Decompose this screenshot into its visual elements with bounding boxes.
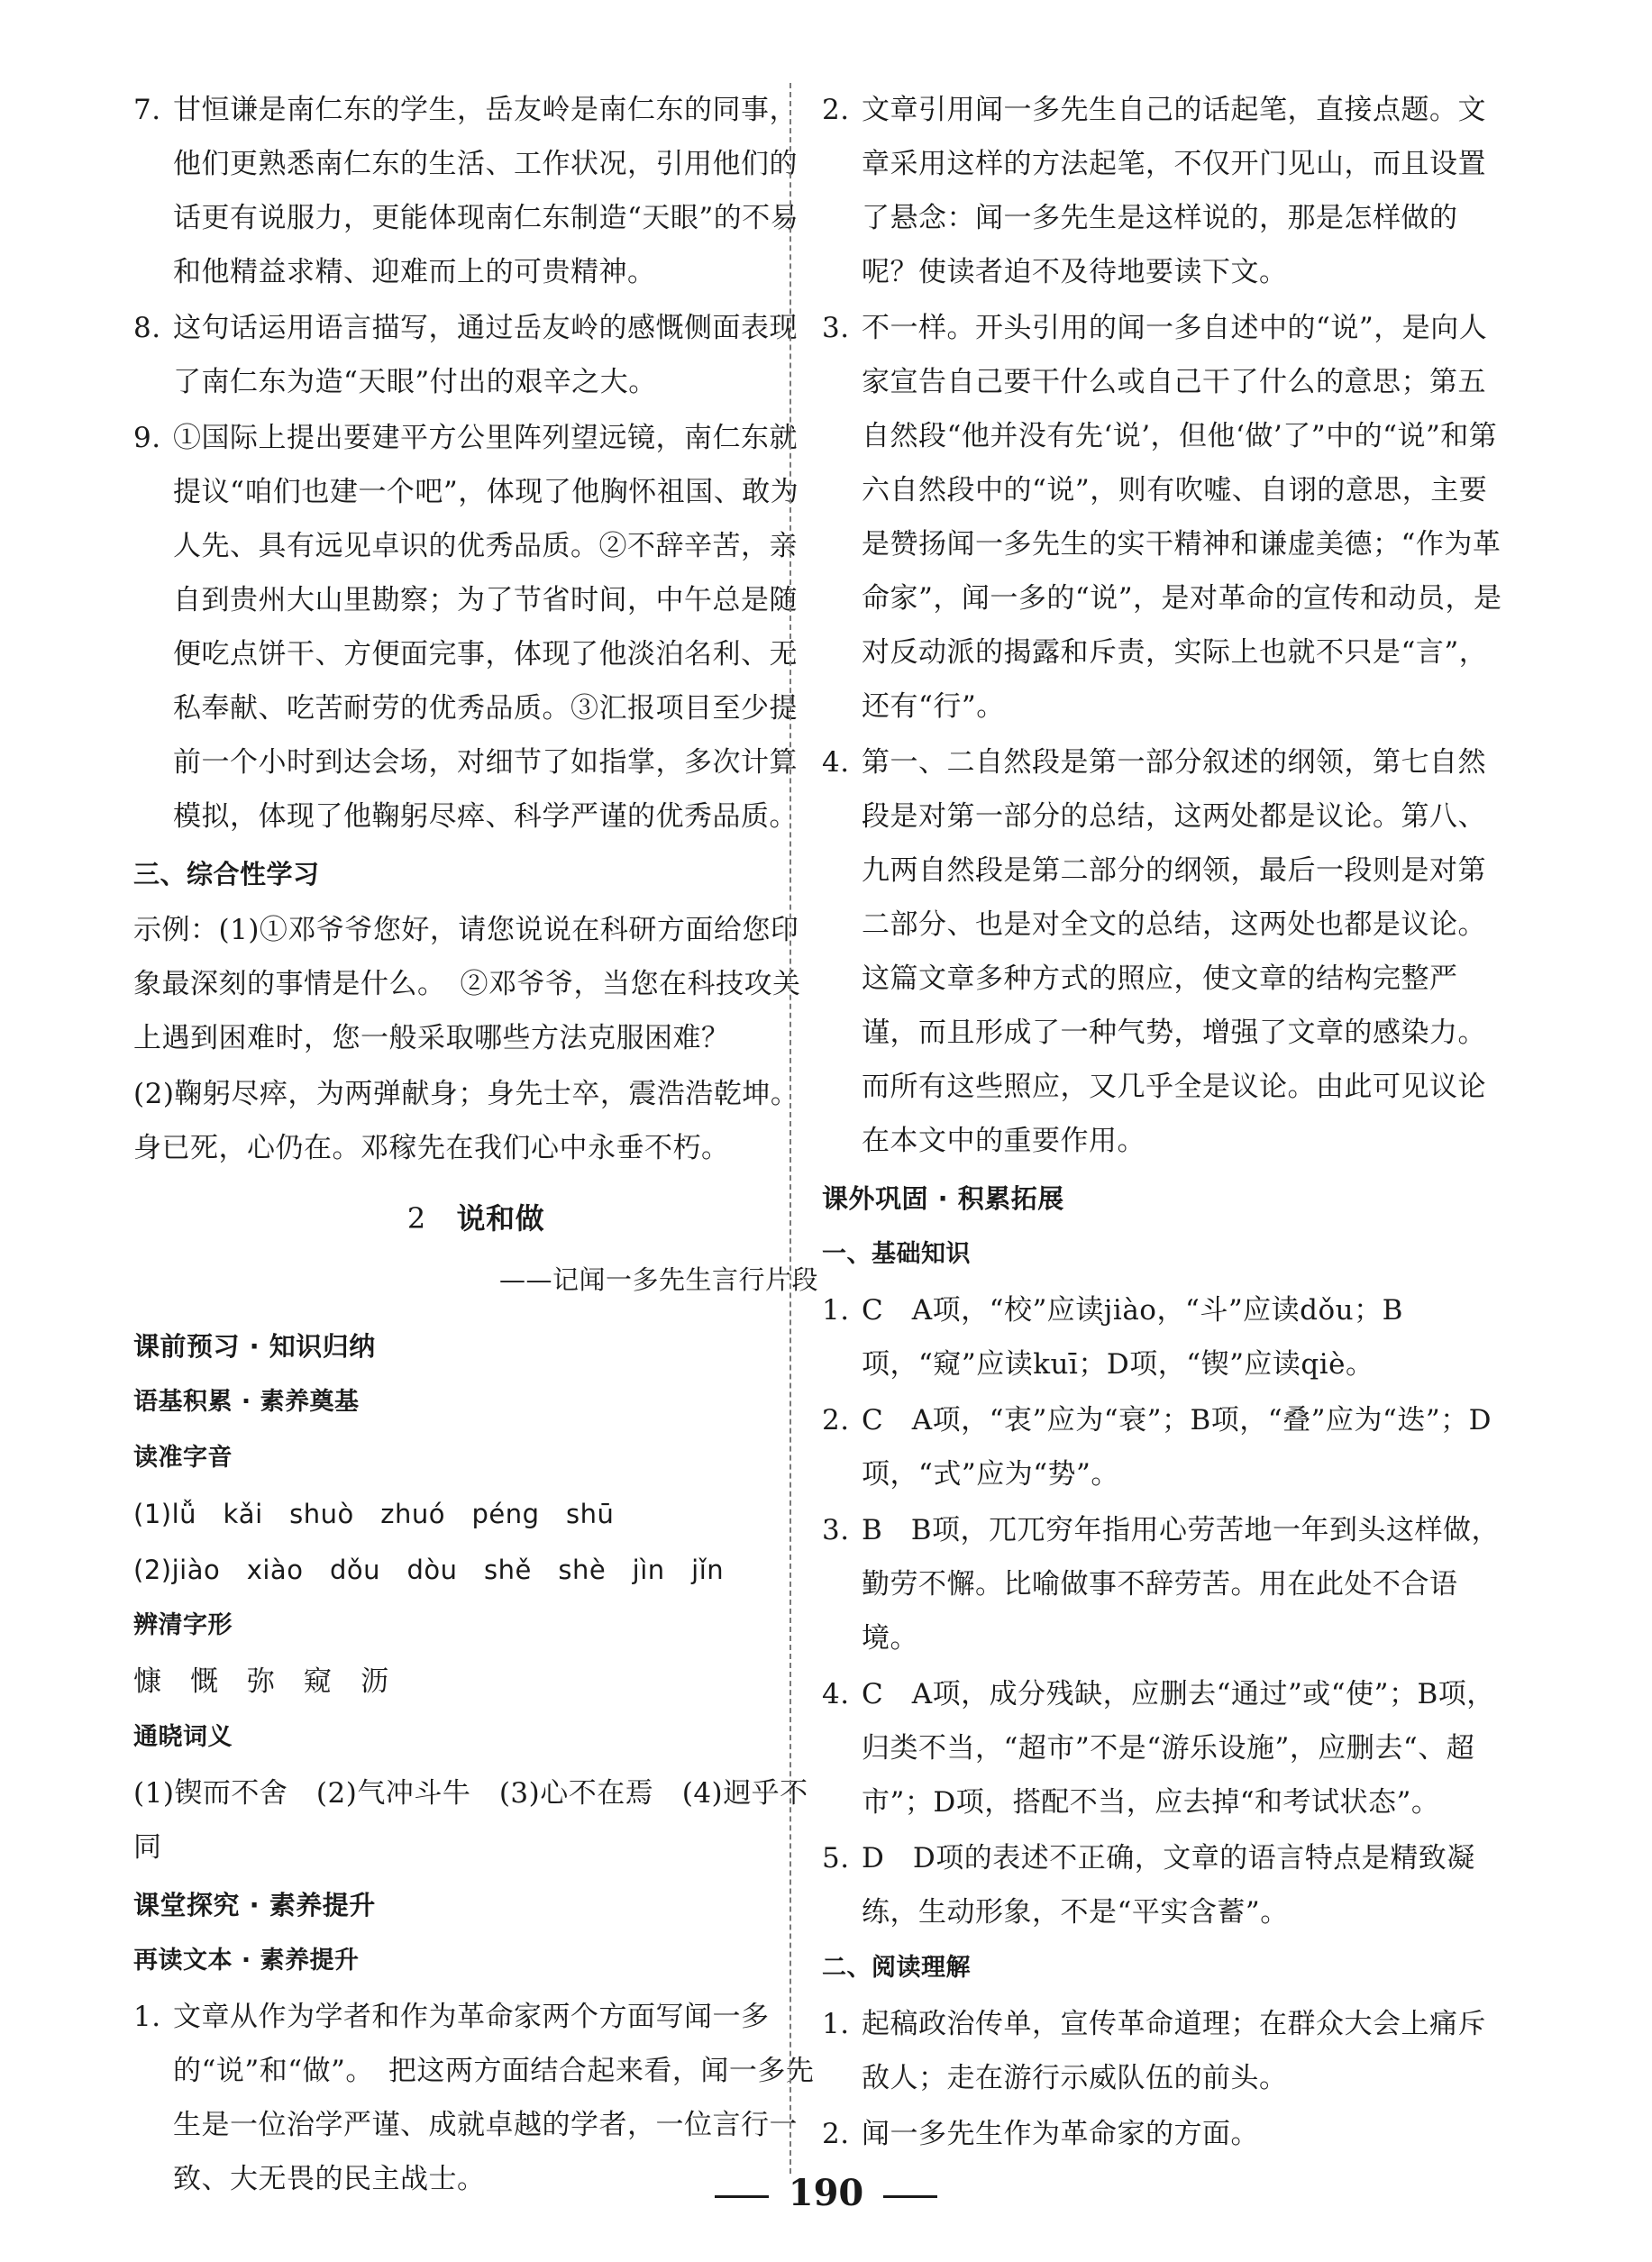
left-column — [133, 83, 818, 2208]
page-number-dash-left — [715, 2195, 769, 2198]
vocab-list: (1)锲而不舍 (2)气冲斗牛 (3)心不在焉 (4)迥乎不同 — [133, 1777, 808, 1864]
inquiry-item-2: 2. 文章引用闻一多先生自己的话起笔，直接点题。文章采用这样的方法起笔，不仅开门见山，而且设置了悬念：闻一多先生是这样说的，那是怎样做的呢？使读者迫不及待地要读下文。 — [822, 94, 1486, 288]
section-heading-comprehensive: 三、综合性学习 — [133, 859, 320, 889]
glyph-list: 慷 慨 弥 窥 沥 — [133, 1665, 389, 1698]
inquiry-item-1: 1. 文章从作为学者和作为革命家两个方面写闻一多的“说”和“做”。 把这两方面结合起来看，闻一多先生是一位治学严谨、成就卓越的学者，一位言行一致、大无畏的民主战士。 — [133, 2001, 815, 2195]
heading-glyphs: 辨清字形 — [133, 1611, 233, 1639]
basic-item-2: 2. C A项，“衷”应为“衰”；B项，“叠”应为“迭”；D项，“式”应为“势”。 — [822, 1404, 1492, 1491]
basic-item-4: 4. C A项，成分残缺，应删去“通过”或“使”；B项，归类不当，“超市”不是“游乐设施”，应删去“、超市”；D项，搭配不当，应去掉“和考试状态”。 — [822, 1678, 1495, 1819]
heading-basic-knowledge: 一、基础知识 — [822, 1240, 971, 1268]
reading-item-1: 1. 起稿政治传单，宣传革命道理；在群众大会上痛斥敌人；走在游行示威队伍的前头。 — [822, 2008, 1486, 2094]
answer-item-8: 8. 这句话运用语言描写，通过岳友岭的感慨侧面表现了南仁东为造“天眼”付出的艰辛之大。 — [133, 312, 798, 398]
pinyin-line-2: (2)jiào xiào dǒu dòu shě shè jìn jǐn — [133, 1555, 725, 1585]
heading-pre-study: 课前预习 · 知识归纳 — [133, 1331, 376, 1362]
basic-item-3: 3. B B项，兀兀穷年指用心劳苦地一年到头这样做，勤劳不懈。比喻做事不辞劳苦。用在此处不合语境。 — [822, 1514, 1501, 1655]
page-number: 190 — [0, 2172, 1652, 2214]
reading-item-2: 2. 闻一多先生作为革命家的方面。 — [822, 2118, 1259, 2150]
column-divider — [789, 83, 791, 2174]
heading-pronunciation: 读准字音 — [133, 1444, 233, 1472]
example-answer-1: 示例：(1)①邓爷爷您好，请您说说在科研方面给您印象最深刻的事情是什么。 ②邓爷爷，当您在科技攻关上遇到困难时，您一般采取哪些方法克服困难？ — [133, 914, 801, 1054]
heading-vocabulary: 通晓词义 — [133, 1723, 233, 1751]
basic-item-5: 5. D D项的表述不正确，文章的语言特点是精致凝练，生动形象，不是“平实含蓄”。 — [822, 1842, 1475, 1929]
heading-language-base: 语基积累 · 素养奠基 — [133, 1388, 360, 1416]
inquiry-item-4: 4. 第一、二自然段是第一部分叙述的纲领，第七自然段是对第一部分的总结，这两处都是议论。第八、九两自然段是第二部分的纲领，最后一段则是对第二部分、也是对全文的总结，这两处也都是议论。 这篇文章多种方式的照应，使文章的结构完整严谨，而且形成了一种气势，增强了文章的感染力。而所有这些照应，又几乎全是议论。由此可见议论在本文中的重要作用。 — [822, 746, 1501, 1157]
basic-item-1: 1. C A项，“校”应读jiào，“斗”应读dǒu；B项，“窥”应读kuī；D项，“锲”应读qiè。 — [822, 1294, 1403, 1381]
right-column — [822, 83, 1507, 2163]
example-answer-2: (2)鞠躬尽瘁，为两弹献身；身先士卒，震浩浩乾坤。身已死，心仍在。邓稼先在我们心中永垂不朽。 — [133, 1078, 799, 1164]
pinyin-line-1: (1)lǚ kǎi shuò zhuó péng shū — [133, 1499, 615, 1529]
page-number-dash-right — [883, 2195, 937, 2198]
heading-reread: 再读文本 · 素养提升 — [133, 1947, 360, 1975]
answer-item-7: 7. 甘恒谦是南仁东的学生，岳友岭是南仁东的同事，他们更熟悉南仁东的生活、工作状况，引用他们的话更有说服力，更能体现南仁东制造“天眼”的不易和他精益求精、迎难而上的可贵精神。 — [133, 94, 799, 288]
heading-extension: 课外巩固 · 积累拓展 — [822, 1183, 1064, 1214]
inquiry-item-3: 3. 不一样。开头引用的闻一多自述中的“说”，是向人家宣告自己要干什么或自己干了什么的意思；第五自然段“他并没有先‘说’，但他‘做’了”中的“说”和第六自然段中的“说”，则有吹嘘、自诩的意思，主要是赞扬闻一多先生的实干精神和谦虚美德；“作为革命家”，闻一多的“说”，是对革命的宣传和动员，是对反动派的揭露和斥责，实际上也就不只是“言”，还有“行”。 — [822, 312, 1502, 723]
lesson-title: 2 说和做 — [406, 1201, 545, 1236]
lesson-subtitle: ——记闻一多先生言行片段 — [498, 1264, 818, 1295]
heading-class-inquiry: 课堂探究 · 素养提升 — [133, 1890, 376, 1920]
answer-item-9: 9. ①国际上提出要建平方公里阵列望远镜，南仁东就提议“咱们也建一个吧”，体现了他胸怀祖国、敢为人先、具有远见卓识的优秀品质。②不辞辛苦，亲自到贵州大山里勘察；为了节省时间，中午总是随便吃点饼干、方便面完事，体现了他淡泊名利、无私奉献、吃苦耐劳的优秀品质。③汇报项目至少提前一个小时到达会场，对细节了如指掌，多次计算模拟，体现了他鞠躬尽瘁、科学严谨的优秀品质。 — [133, 422, 799, 833]
heading-reading: 二、阅读理解 — [822, 1954, 971, 1982]
